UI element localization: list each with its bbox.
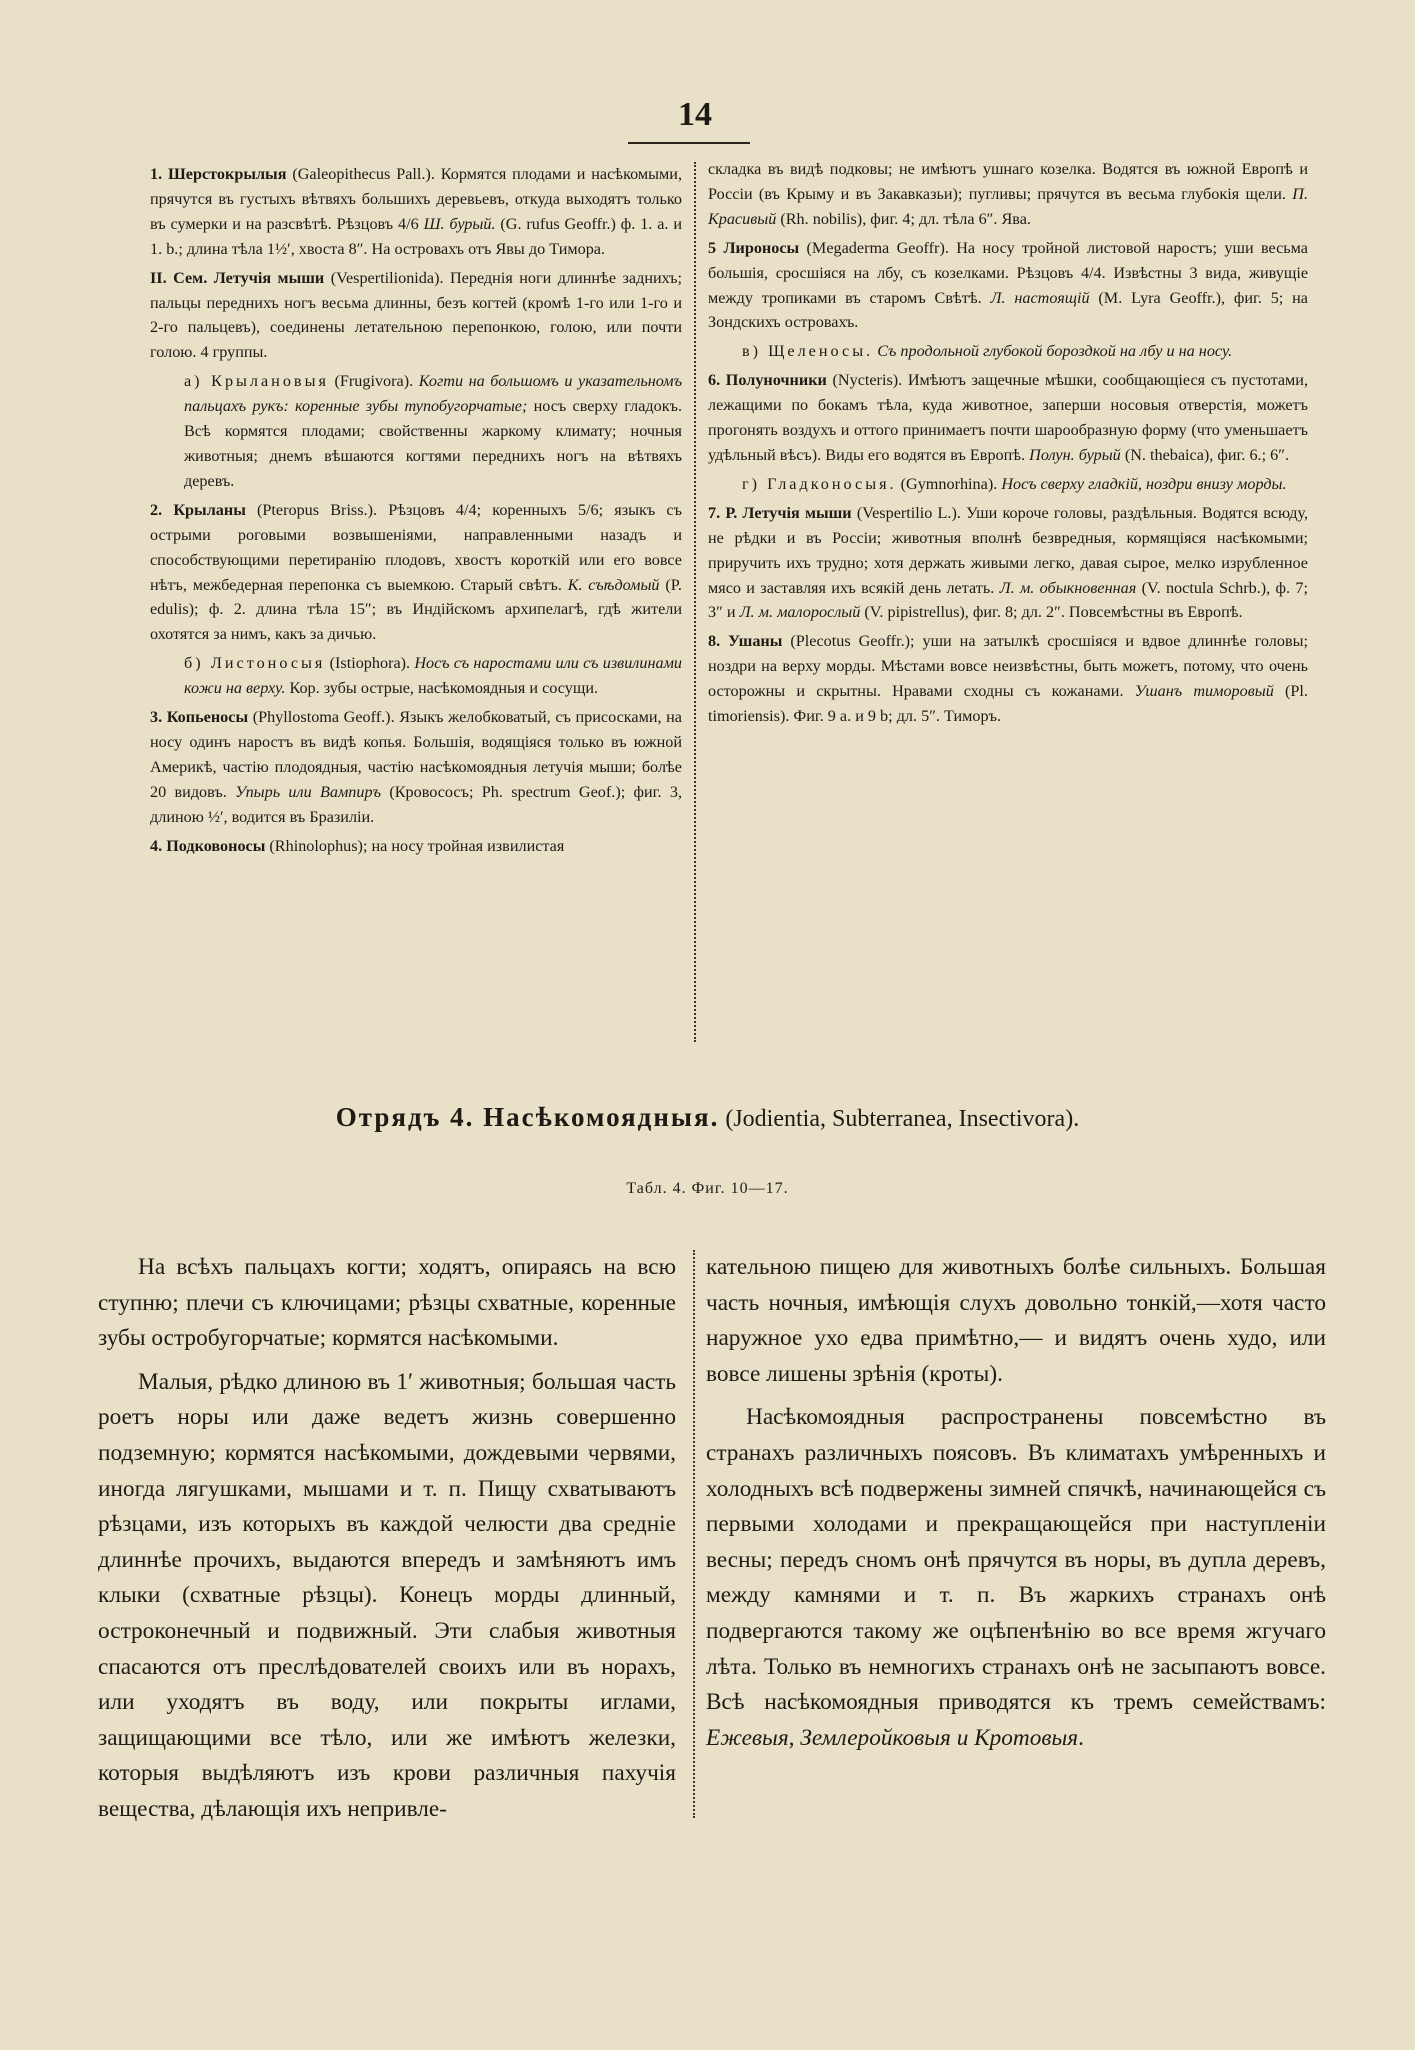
entry-italic: Ушанъ тиморовый <box>1134 682 1274 701</box>
entry-italic: Л. м. обыкновенная <box>999 578 1137 597</box>
entry-pteropus <box>150 498 682 647</box>
entry-text: (Megaderma Geoffr). На носу тройной листовой наростъ; уши весьма большія, сросшіяся на лбу, съ козелками. Рѣзцовъ 4/4. Извѣстны 3 вида, живущіе между тропиками въ старомъ Свѣтѣ. <box>708 238 1308 307</box>
entry-text: носъ сверху гладокъ. Всѣ кормятся плодами; свойственны жаркому климату; ночныя животныя; днемъ вѣшаются когтями переднихъ ногъ на вѣтвяхъ деревъ. <box>184 397 682 490</box>
paragraph-italic: Ежевыя, Землеройковыя и Кротовыя <box>706 1724 1079 1751</box>
entry-label: 8. Ушаны <box>708 632 783 651</box>
entry-megaderma <box>708 236 1308 336</box>
entry-text: (Vespertilio L.). Уши короче головы, раздѣльныя. Водятся всюду, не рѣдки и въ Россіи; животныя вполнѣ безвредныя, кормящіяся насѣкомыми; приручить ихъ трудно; хотя держать живыми легко, давая сырое, мелко изрубленное мясо и заставляя ихъ всякій день летать. <box>708 503 1308 597</box>
entry-text: (Rhinolophus); на носу тройная извилистая <box>265 836 565 855</box>
entry-text: (Istiophora). <box>325 654 415 673</box>
entry-text: (Pteropus Briss.). Рѣзцовъ 4/4; коренныхъ 5/6; языкъ съ острыми роговыми возвышеніями, направленными назадъ и способствующими перетиранію плодовъ, хвостъ короткій или его вовсе нѣтъ, межбедерная перепонка съ выемкою. Старый свѣтъ. <box>150 500 682 594</box>
entry-label: 6. Полуночники <box>708 371 827 390</box>
table-reference: Табл. 4. Фиг. 10—17. <box>626 1180 789 1197</box>
entry-italic: Носъ сверху гладкій, ноздри внизу морды. <box>1001 474 1287 493</box>
entry-text: (V. pipistrellus), фиг. 8; дл. 2″. Повсемѣстны въ Европѣ. <box>860 603 1243 622</box>
entry-text: (Plecotus Geoffr.); уши на затылкѣ сросшіяся и вдвое длиннѣе головы; ноздри на верху морды. Мѣстами вовсе неизвѣстны, быть можетъ, потому, что очень осторожны и скрытны. Нравами сходны съ кожанами. <box>708 632 1308 701</box>
column-divider <box>694 162 697 1042</box>
entry-label: II. Сем. Летучія мыши <box>150 268 325 287</box>
entry-text: (G. rufus Geoffr.) ф. 1. a. и 1. b.; длина тѣла 1½′, хвоста 8″. На островахъ отъ Явы до Тимора. <box>150 214 682 258</box>
entry-shchelenosy <box>708 339 1308 364</box>
entry-label: 1. Шерстокрылыя <box>150 165 287 183</box>
section-title: Отрядъ 4. Насѣкомоядныя. <box>335 1102 720 1132</box>
top-right-column <box>708 157 1308 733</box>
paragraph: кательною пищею для животныхъ болѣе сильныхъ. Большая часть ночныя, имѣющія слухъ довольно тонкій,—хотя часто наружное ухо едва примѣтно,— и видятъ очень худо, или вовсе лишены зрѣнія (кроты). <box>706 1254 1326 1387</box>
entry-gymnorhina <box>708 472 1308 497</box>
entry-text: (Vespertilionida). Переднія ноги длиннѣе заднихъ; пальцы переднихъ ногъ весьма длинны, безъ когтей (кромѣ 1-го или 1-го и 2-го пальцевъ), соединены летательною перепонкою, голою, или почти голою. 4 группы. <box>150 268 682 362</box>
entry-rhinolophus <box>150 834 682 859</box>
header-rule <box>628 142 750 144</box>
paragraph: На всѣхъ пальцахъ когти; ходятъ, опираясь на всю ступню; плечи съ ключицами; рѣзцы схватные, коренные зубы остробугорчатые; кормятся насѣкомыми. <box>98 1254 676 1352</box>
entry-text: складка въ видѣ подковы; не имѣютъ ушнаго козелка. Водятся въ южной Европѣ и Россіи (въ Крыму и въ Закавказьи); пугливы; прячутся въ весьма глубокія щели. <box>708 160 1308 203</box>
entry-italic: Л. м. малорослый <box>739 603 861 622</box>
entry-italic: П. Красивый <box>708 184 1308 228</box>
entry-rhinolophus-cont <box>708 157 1308 232</box>
entry-italic: Упырь или Вампиръ <box>235 782 381 801</box>
entry-label: а) Крылановыя <box>184 372 329 391</box>
entry-text: (P. edulis); ф. 2. длина тѣла 15″; въ Индійскомъ архипелагѣ, гдѣ жители охотятся за нимъ, какъ за дичью. <box>150 575 682 644</box>
entry-text: (Gymnorhina). <box>896 474 1002 493</box>
entry-label: 5 Лироносы <box>708 238 800 257</box>
paragraph-text: Насѣкомоядныя распространены повсемѣстно въ странахъ различныхъ поясовъ. Въ климатахъ умѣренныхъ и холодныхъ всѣ подвержены зимней спячкѣ, начинающейся съ первыми холодами и прекращающейся при наступленіи весны; передъ сномъ онѣ прячутся въ норы, въ дупла деревъ, между камнями и т. п. Въ жаркихъ странахъ онѣ подвергаются такому же оцѣпенѣнію во все время жгучаго лѣта. Только въ немногихъ странахъ онѣ не засыпаютъ вовсе. Всѣ насѣкомоядныя приводятся къ тремъ семействамъ: <box>706 1404 1326 1716</box>
entry-frugivora <box>150 369 682 494</box>
column-divider <box>693 1250 696 1818</box>
entry-label: 7. Р. Летучія мыши <box>708 503 852 522</box>
entry-italic: Л. настоящій <box>990 288 1090 307</box>
page-number: 14 <box>678 96 712 133</box>
entry-label: г) Гладконосыя. <box>742 474 897 493</box>
entry-text: (Galeopithecus Pall.). Кормятся плодами и насѣкомыми, прячутся въ густыхъ вѣтвяхъ большихъ деревьевъ, откуда выходятъ только въ сумерки и на разсвѣтѣ. Рѣзцовъ 4/6 <box>150 165 682 233</box>
entry-istiophora <box>150 651 682 701</box>
entry-label: б) Листоносыя <box>184 654 326 673</box>
entry-plecotus <box>708 629 1308 729</box>
entry-label: 3. Копьеносы <box>150 708 249 727</box>
entry-italic: Когти на большомъ и указательномъ пальцахъ рукъ: коренные зубы тупобугорчатые; <box>184 372 683 416</box>
entry-text: (Rh. nobilis), фиг. 4; дл. тѣла 6″. Ява. <box>776 209 1031 228</box>
bottom-left-column <box>98 1250 676 1836</box>
paragraph-text: . <box>1078 1724 1084 1751</box>
entry-italic: Ш. бурый. <box>423 214 496 233</box>
entry-phyllostoma <box>150 705 682 830</box>
entry-text: (Кровососъ; Ph. spectrum Geof.); фиг. 3, длиною ½′, водится въ Бразиліи. <box>150 782 683 826</box>
entry-text: (Phyllostoma Geoff.). Языкъ желобковатый, съ присосками, на носу одинъ наростъ въ видѣ копья. Большія, водящіяся только въ южной Америкѣ, частію плодоядныя, частію насѣкомоядныя летучія мыши; болѣе 20 видовъ. <box>150 708 682 801</box>
bottom-right-column <box>706 1250 1326 1764</box>
entry-label: в) Щеленосы. <box>742 342 874 361</box>
entry-text: (Nycteris). Имѣютъ защечные мѣшки, сообщающіеся съ пустотами, лежащими по бокамъ тѣла, куда животное, заперши носовыя отверстія, можетъ прогонять воздухъ и оттого принимаетъ почти шарообразную форму (что уменьшаетъ удѣльный вѣсъ). Виды его водятся въ Европѣ. <box>708 371 1309 464</box>
entry-italic: К. съѣдомый <box>567 575 660 594</box>
top-left-column <box>150 162 682 862</box>
entry-text: (V. noctula Schrb.), ф. 7; 3″ и <box>708 578 1309 622</box>
section-latin-names: (Jodientia, Subterranea, Insectivora). <box>719 1106 1080 1132</box>
entry-text: (N. thebaica), фиг. 6.; 6″. <box>1120 445 1290 464</box>
paragraph: Малыя, рѣдко длиною въ 1′ животныя; большая часть роетъ норы или даже ведетъ жизнь совершенно подземную; кормятся насѣкомыми, дождевыми червями, иногда лягушками, мышами и т. п. Пищу схватываютъ рѣзцами, изъ которыхъ въ каждой челюсти два средніе длиннѣе прочихъ, выдаются впередъ и замѣняютъ имъ клыки (схватные рѣзцы). Конецъ морды длинный, остроконечный и подвижный. Эти слабыя животныя спасаются отъ преслѣдователей своихъ или въ норахъ, или уходятъ въ воду, или покрыты иглами, защищающими все тѣло, или же имѣютъ железки, которыя выдѣляютъ изъ крови различныя пахучія вещества, дѣлающія ихъ непривле- <box>98 1368 676 1822</box>
entry-text: (Pl. timoriensis). Фиг. 9 a. и 9 b; дл. 5″. Тиморъ. <box>708 682 1308 726</box>
entry-galeopithecus <box>150 162 682 262</box>
paragraph <box>706 1400 1326 1756</box>
entry-vespertilionida <box>150 266 682 366</box>
entry-text: Кор. зубы острые, насѣкомоядныя и сосущи. <box>285 679 599 698</box>
entry-vespertilio <box>708 501 1308 626</box>
entry-italic: Съ продольной глубокой бороздкой на лбу и на носу. <box>877 342 1233 361</box>
entry-italic: Носъ съ наростами или съ извилинами кожи на верху. <box>184 654 682 698</box>
entry-text: (M. Lyra Geoffr.), фиг. 5; на Зондскихъ островахъ. <box>708 288 1308 332</box>
entry-italic: Полун. бурый <box>1029 445 1121 464</box>
entry-text: (Frugivora). <box>328 372 419 391</box>
entry-label: 4. Подковоносы <box>150 836 266 855</box>
entry-nycteris <box>708 368 1308 468</box>
section-heading <box>0 1102 1415 1133</box>
entry-label: 2. Крыланы <box>150 500 246 519</box>
